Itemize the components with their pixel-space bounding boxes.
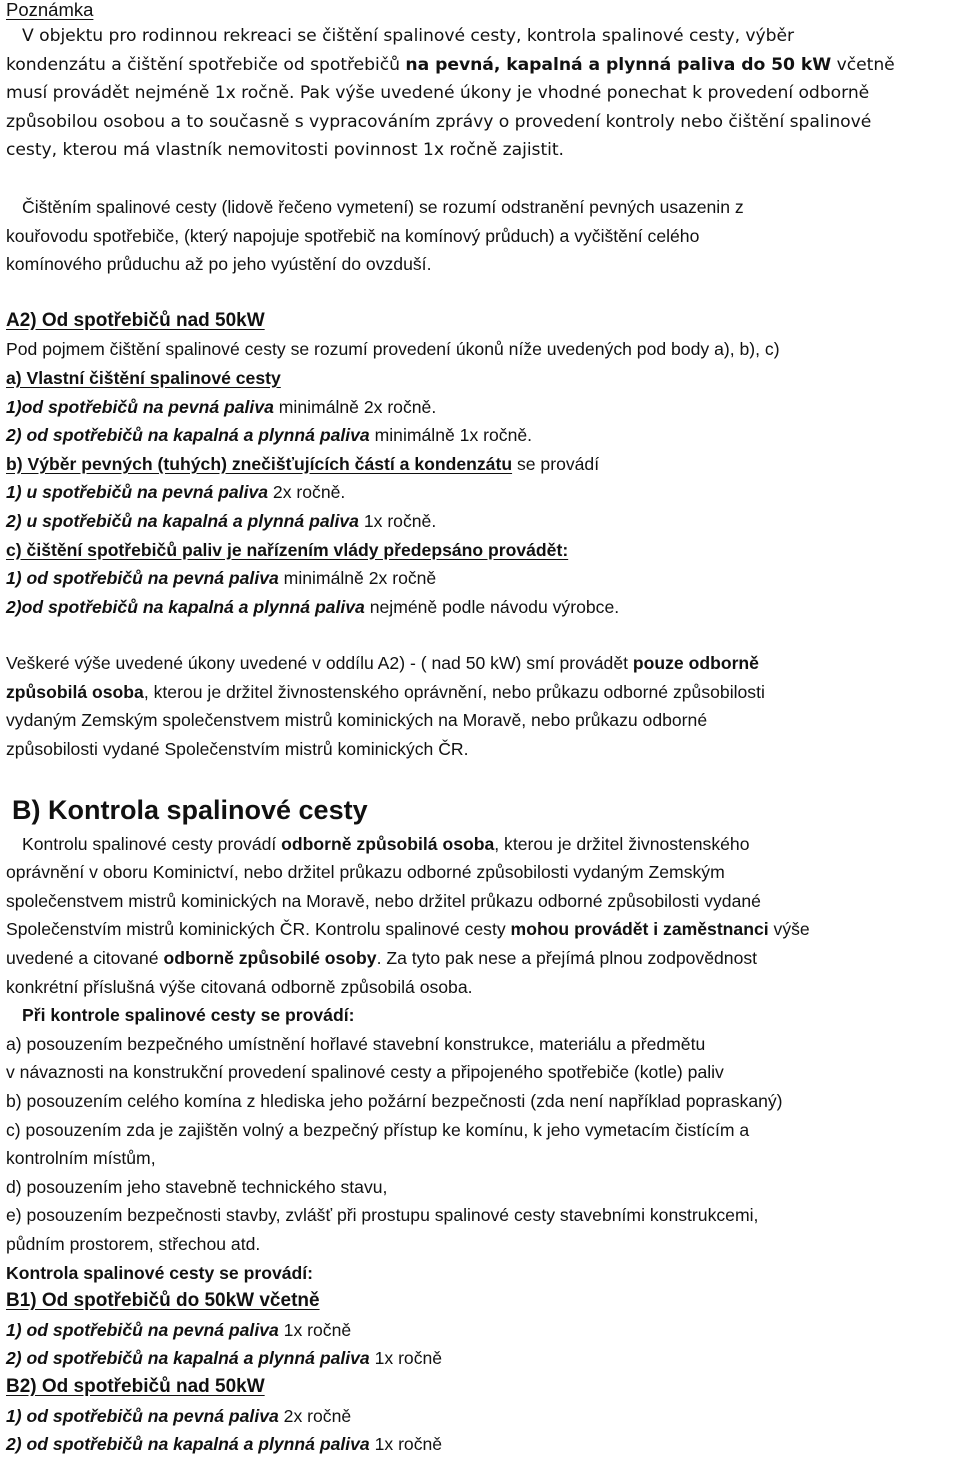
note-line: způsobilou osobou a to současně s vypracováním zprávy o provedení kontroly nebo čištění spalinové (6, 111, 872, 132)
a2-c-title: c) čištění spotřebičů paliv je nařízením vlády předepsáno provádět: (6, 539, 569, 560)
a2-a-title: a) Vlastní čištění spalinové cesty (6, 367, 281, 388)
b1-item: 1) od spotřebičů na pevná paliva 1x ročně (6, 1319, 352, 1340)
b-line: konkrétní příslušná výše citovaná odborně způsobilá osoba. (6, 976, 473, 997)
check-item: půdním prostorem, střechou atd. (6, 1233, 261, 1254)
definition-line: komínového průduchu až po jeho vyústění do ovzduší. (6, 254, 432, 275)
b1-item: 2) od spotřebičů na kapalná a plynná paliva 1x ročně (6, 1348, 443, 1369)
check-item: b) posouzením celého komína z hlediska jeho požární bezpečnosti (zda není například popraskaný) (6, 1091, 783, 1111)
summary-line: vydaným Zemským společenstvem mistrů kominických na Moravě, nebo průkazu odborné (6, 710, 708, 731)
check-item: e) posouzením bezpečnosti stavby, zvlášť při prostupu spalinové cesty stavebními konstrukcemi, (6, 1205, 759, 1226)
b-line: Společenstvím mistrů kominických ČR. Kontrolu spalinové cesty mohou provádět i zaměstnanci výše (6, 919, 810, 940)
section-b-paragraph (6, 830, 950, 1002)
checks-list (6, 1030, 950, 1259)
cleaning-definition (6, 193, 950, 279)
a2-summary (6, 649, 950, 763)
summary-line: způsobilá osoba, kterou je držitel živnostenského oprávnění, nebo průkazu odborné způsobilosti (6, 681, 765, 702)
checks-heading: Při kontrole spalinové cesty se provádí: (22, 1005, 355, 1026)
section-a2-heading: A2) Od spotřebičů nad 50kW (6, 309, 265, 331)
note-paragraph (6, 22, 950, 165)
a2-b-title: b) Výběr pevných (tuhých) znečišťujících částí a kondenzátu se provádí (6, 453, 600, 474)
a2-c-item: 2)od spotřebičů na kapalná a plynná paliva nejméně podle návodu výrobce. (6, 596, 620, 617)
frequency-heading: Kontrola spalinové cesty se provádí: (6, 1262, 314, 1283)
section-b2 (6, 1373, 950, 1459)
note-line: kondenzátu a čištění spotřebiče od spotřebičů na pevná, kapalná a plynná paliva do 50 kW včetně (6, 54, 895, 75)
note-line: musí provádět nejméně 1x ročně. Pak výše uvedené úkony je vhodné ponechat k provedení odborně (6, 83, 870, 104)
definition-line: kouřovodu spotřebiče, (který napojuje spotřebič na komínový průduch) a vyčištění celého (6, 225, 700, 246)
check-item: d) posouzením jeho stavebně technického stavu, (6, 1176, 388, 1197)
summary-line: Veškeré výše uvedené úkony uvedené v oddílu A2) - ( nad 50 kW) smí provádět pouze odborně (6, 653, 759, 674)
a2-intro: Pod pojmem čištění spalinové cesty se rozumí provedení úkonů níže uvedených pod body a), b), c) (6, 339, 780, 360)
section-a2 (6, 307, 950, 622)
b-line: uvedené a citované odborně způsobilé osoby. Za tyto pak nese a přejímá plnou zodpovědnost (6, 948, 758, 969)
check-item: v návaznosti na konstrukční provedení spalinové cesty a připojeného spotřebiče (kotle) paliv (6, 1062, 724, 1083)
note-line: V objektu pro rodinnou rekreaci se čištění spalinové cesty, kontrola spalinové cesty, výběr (22, 26, 795, 46)
b-line: společenstvem mistrů kominických na Moravě, nebo držitel průkazu odborné způsobilosti vydané (6, 890, 761, 911)
a2-b-item: 2) u spotřebičů na kapalná a plynná paliva 1x ročně. (6, 510, 437, 531)
b-line: oprávnění v oboru Kominictví, nebo držitel průkazu odborné způsobilosti vydaným Zemským (6, 862, 725, 883)
section-b1-heading: B1) Od spotřebičů do 50kW včetně (6, 1290, 320, 1312)
b2-item: 1) od spotřebičů na pevná paliva 2x ročně (6, 1405, 352, 1426)
section-b2-heading: B2) Od spotřebičů nad 50kW (6, 1375, 265, 1397)
a2-a-item: 2) od spotřebičů na kapalná a plynná paliva minimálně 1x ročně. (6, 425, 533, 446)
a2-a-item: 1)od spotřebičů na pevná paliva minimálně 2x ročně. (6, 396, 437, 417)
b2-item: 2) od spotřebičů na kapalná a plynná paliva 1x ročně (6, 1434, 443, 1455)
note-line: cesty, kterou má vlastník nemovitosti povinnost 1x ročně zajistit. (6, 140, 564, 161)
summary-line: způsobilosti vydané Společenstvím mistrů kominických ČR. (6, 739, 469, 760)
check-item: kontrolním místům, (6, 1148, 156, 1169)
section-b1 (6, 1287, 950, 1373)
check-item: a) posouzením bezpečného umístnění hořlavé stavební konstrukce, materiálu a předmětu (6, 1033, 706, 1054)
fuel-emphasis: na pevná, kapalná a plynná paliva do 50 kW (405, 54, 832, 75)
check-item: c) posouzením zda je zajištěn volný a bezpečný přístup ke komínu, k jeho vymetacím čistícím a (6, 1119, 750, 1140)
section-b-heading: B) Kontrola spalinové cesty (12, 794, 368, 825)
a2-b-item: 1) u spotřebičů na pevná paliva 2x ročně. (6, 482, 346, 503)
note-title: Poznámka (6, 0, 94, 20)
definition-line: Čištěním spalinové cesty (lidově řečeno vymetení) se rozumí odstranění pevných usazenin z (22, 196, 744, 217)
a2-c-item: 1) od spotřebičů na pevná paliva minimálně 2x ročně (6, 568, 437, 589)
b-line: Kontrolu spalinové cesty provádí odborně způsobilá osoba, kterou je držitel živnostenského (22, 833, 750, 854)
